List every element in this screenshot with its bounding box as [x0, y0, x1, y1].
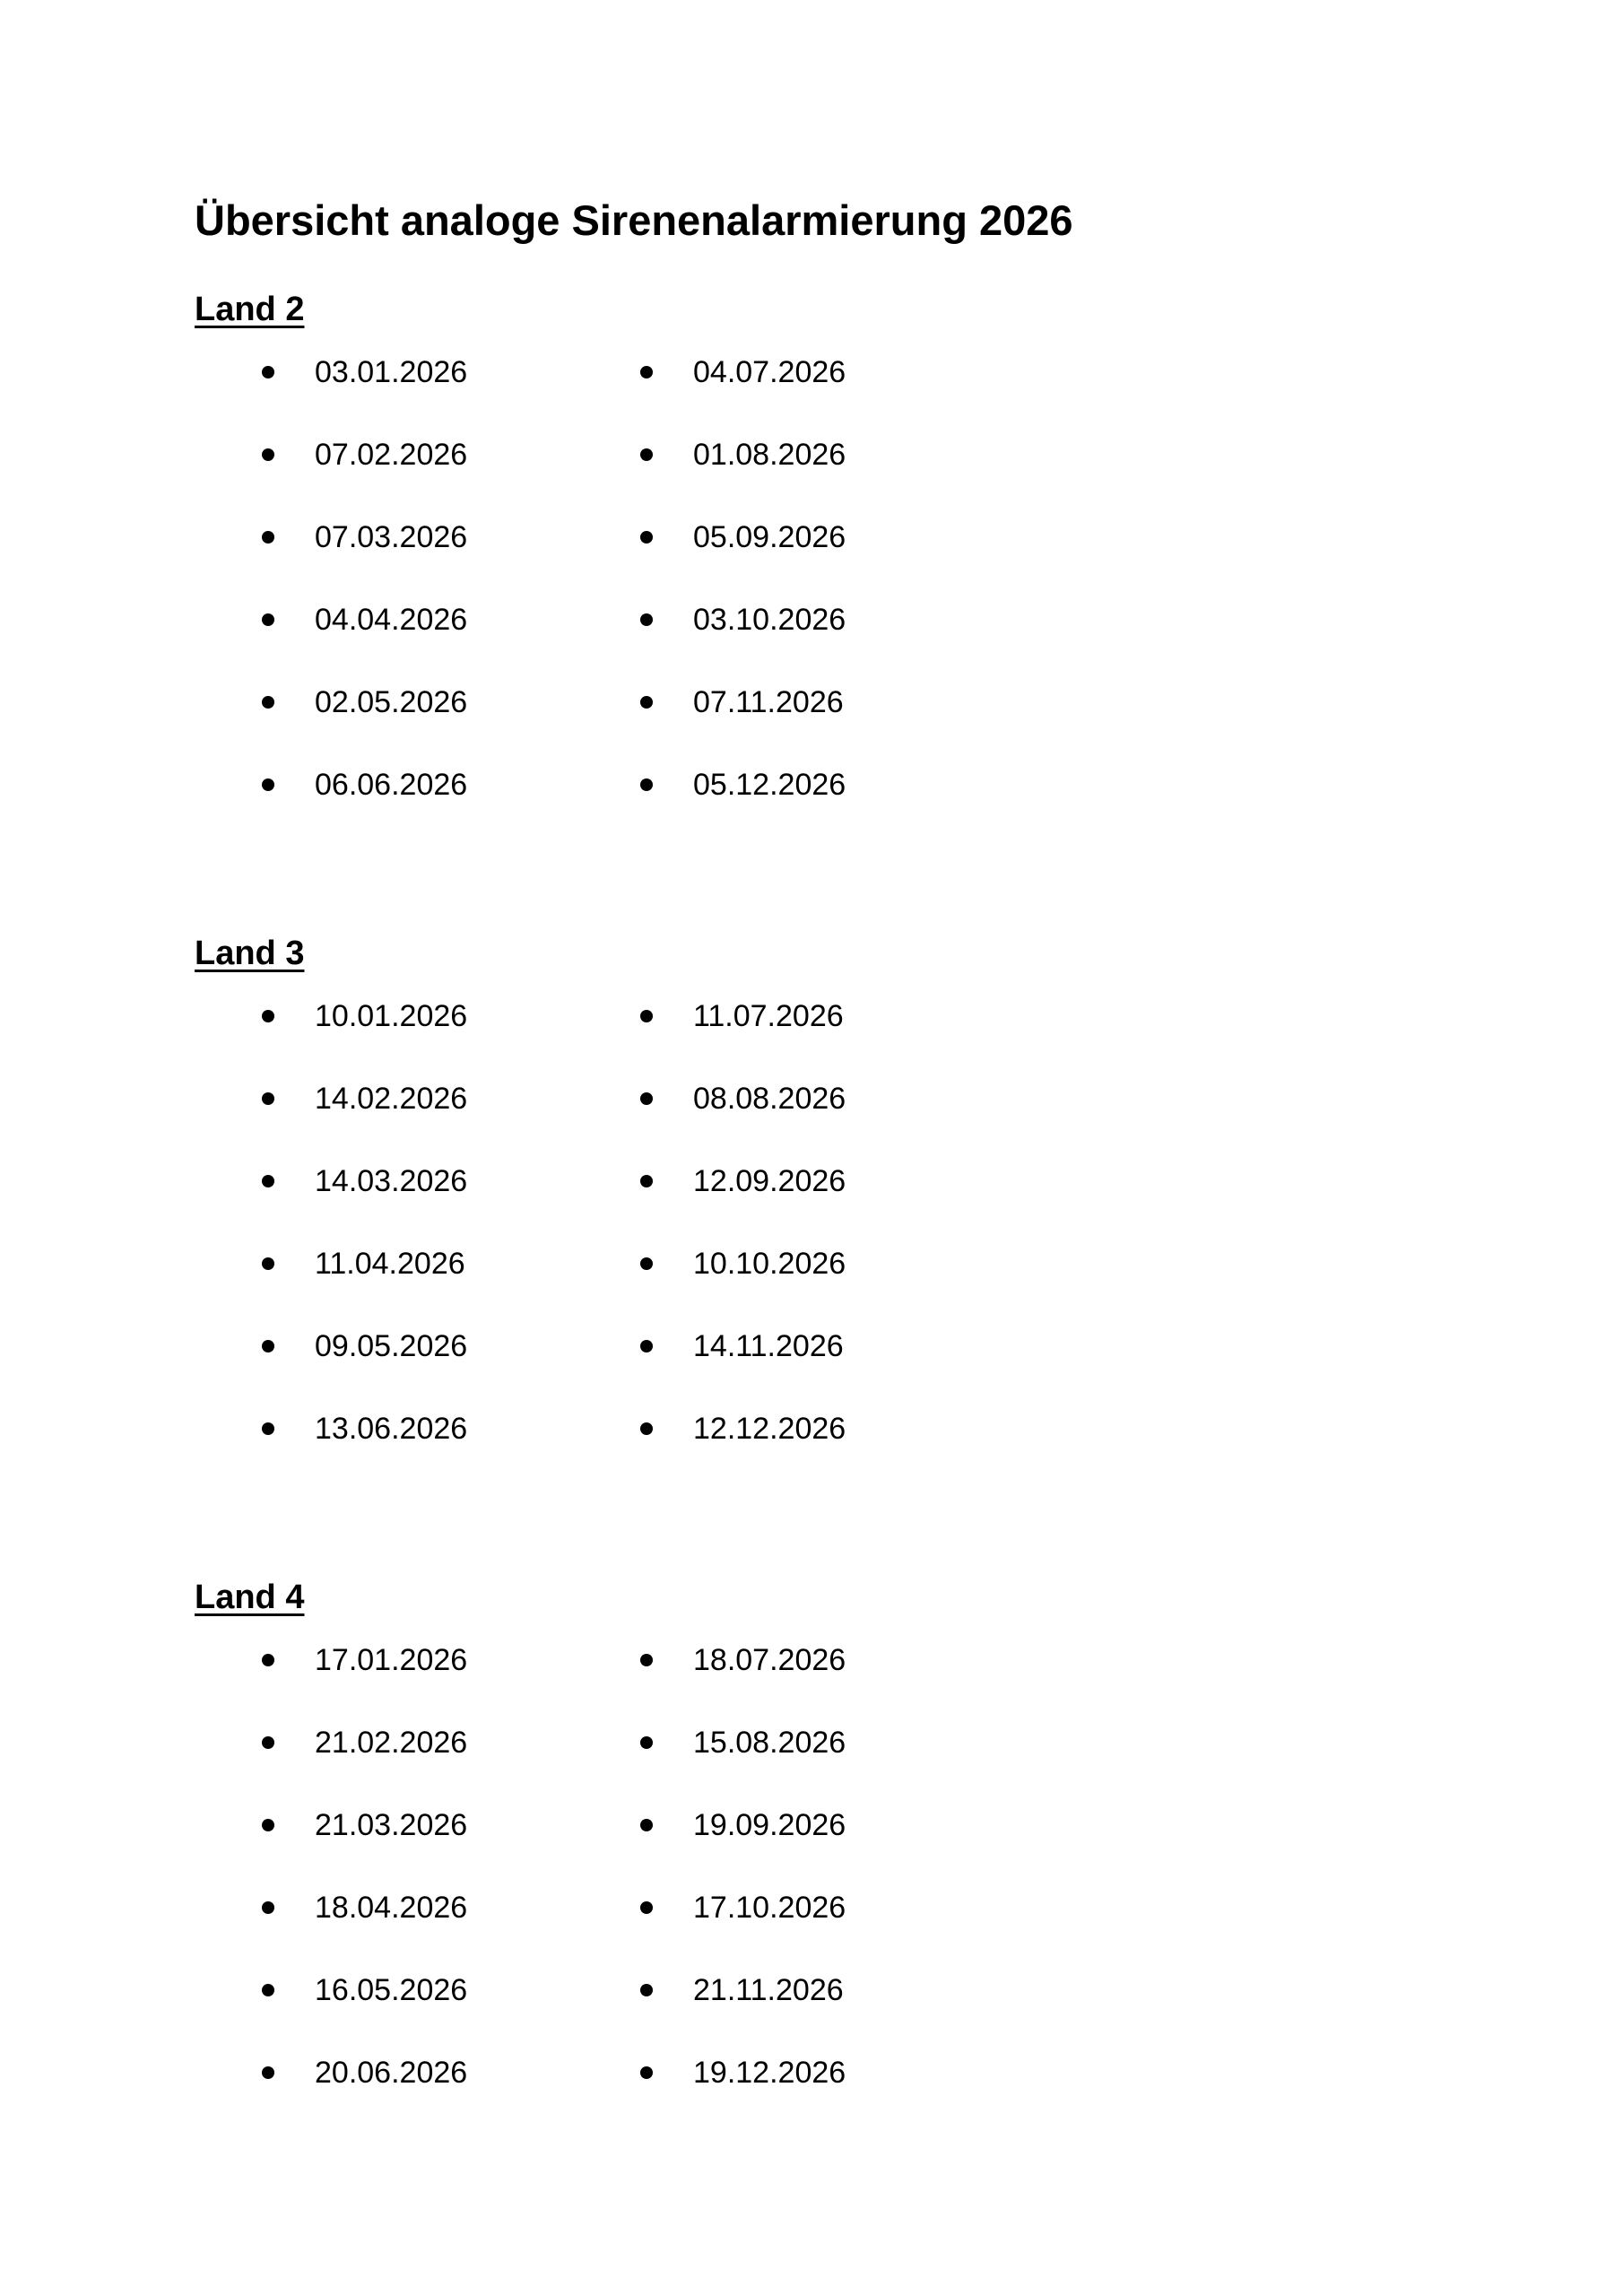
bullet-icon [640, 1422, 653, 1435]
date-text: 07.02.2026 [315, 438, 468, 472]
date-text: 18.07.2026 [693, 1643, 846, 1677]
bullet-icon [262, 366, 274, 378]
date-text: 09.05.2026 [315, 1329, 468, 1363]
bullet-icon [640, 613, 653, 626]
date-text: 17.01.2026 [315, 1643, 468, 1677]
date-text: 12.09.2026 [693, 1164, 846, 1198]
section-heading: Land 3 [195, 935, 305, 972]
date-text: 15.08.2026 [693, 1726, 846, 1760]
date-text: 21.03.2026 [315, 1808, 468, 1842]
date-text: 04.04.2026 [315, 603, 468, 637]
bullet-icon [640, 778, 653, 791]
date-text: 03.01.2026 [315, 355, 468, 389]
bullet-icon [640, 1340, 653, 1352]
bullet-icon [262, 448, 274, 461]
date-text: 10.10.2026 [693, 1247, 846, 1281]
bullet-icon [262, 1984, 274, 1996]
bullet-icon [262, 1092, 274, 1105]
bullet-icon [262, 1257, 274, 1270]
date-text: 08.08.2026 [693, 1082, 846, 1116]
bullet-icon [262, 531, 274, 544]
date-text: 06.06.2026 [315, 768, 468, 802]
date-text: 14.02.2026 [315, 1082, 468, 1116]
bullet-icon [262, 1819, 274, 1831]
bullet-icon [640, 448, 653, 461]
date-text: 03.10.2026 [693, 603, 846, 637]
document-title: Übersicht analoge Sirenenalarmierung 2026 [195, 196, 1073, 244]
bullet-icon [262, 778, 274, 791]
bullet-icon [262, 696, 274, 709]
date-text: 14.11.2026 [693, 1329, 844, 1363]
date-text: 11.04.2026 [315, 1247, 465, 1281]
bullet-icon [262, 1340, 274, 1352]
bullet-icon [640, 1010, 653, 1022]
bullet-icon [640, 1092, 653, 1105]
date-text: 02.05.2026 [315, 685, 468, 719]
date-text: 18.04.2026 [315, 1891, 468, 1925]
date-text: 01.08.2026 [693, 438, 846, 472]
date-text: 04.07.2026 [693, 355, 846, 389]
date-text: 21.02.2026 [315, 1726, 468, 1760]
bullet-icon [640, 1736, 653, 1749]
bullet-icon [640, 2066, 653, 2079]
bullet-icon [640, 1819, 653, 1831]
bullet-icon [640, 1901, 653, 1914]
date-text: 05.12.2026 [693, 768, 846, 802]
bullet-icon [262, 1422, 274, 1435]
bullet-icon [262, 1901, 274, 1914]
bullet-icon [640, 531, 653, 544]
bullet-icon [640, 1175, 653, 1187]
section-heading: Land 2 [195, 291, 305, 328]
bullet-icon [262, 1654, 274, 1666]
bullet-icon [262, 1736, 274, 1749]
bullet-icon [262, 613, 274, 626]
bullet-icon [262, 1175, 274, 1187]
date-text: 16.05.2026 [315, 1973, 468, 2007]
date-text: 20.06.2026 [315, 2056, 468, 2090]
date-text: 07.03.2026 [315, 520, 468, 554]
date-text: 11.07.2026 [693, 999, 844, 1033]
date-text: 07.11.2026 [693, 685, 844, 719]
date-text: 14.03.2026 [315, 1164, 468, 1198]
bullet-icon [640, 1257, 653, 1270]
bullet-icon [640, 1984, 653, 1996]
date-text: 19.12.2026 [693, 2056, 846, 2090]
date-text: 05.09.2026 [693, 520, 846, 554]
bullet-icon [262, 1010, 274, 1022]
date-text: 17.10.2026 [693, 1891, 846, 1925]
bullet-icon [640, 696, 653, 709]
bullet-icon [640, 1654, 653, 1666]
date-text: 10.01.2026 [315, 999, 468, 1033]
date-text: 21.11.2026 [693, 1973, 844, 2007]
bullet-icon [640, 366, 653, 378]
date-text: 13.06.2026 [315, 1412, 468, 1446]
date-text: 12.12.2026 [693, 1412, 846, 1446]
date-text: 19.09.2026 [693, 1808, 846, 1842]
bullet-icon [262, 2066, 274, 2079]
section-heading: Land 4 [195, 1578, 305, 1616]
